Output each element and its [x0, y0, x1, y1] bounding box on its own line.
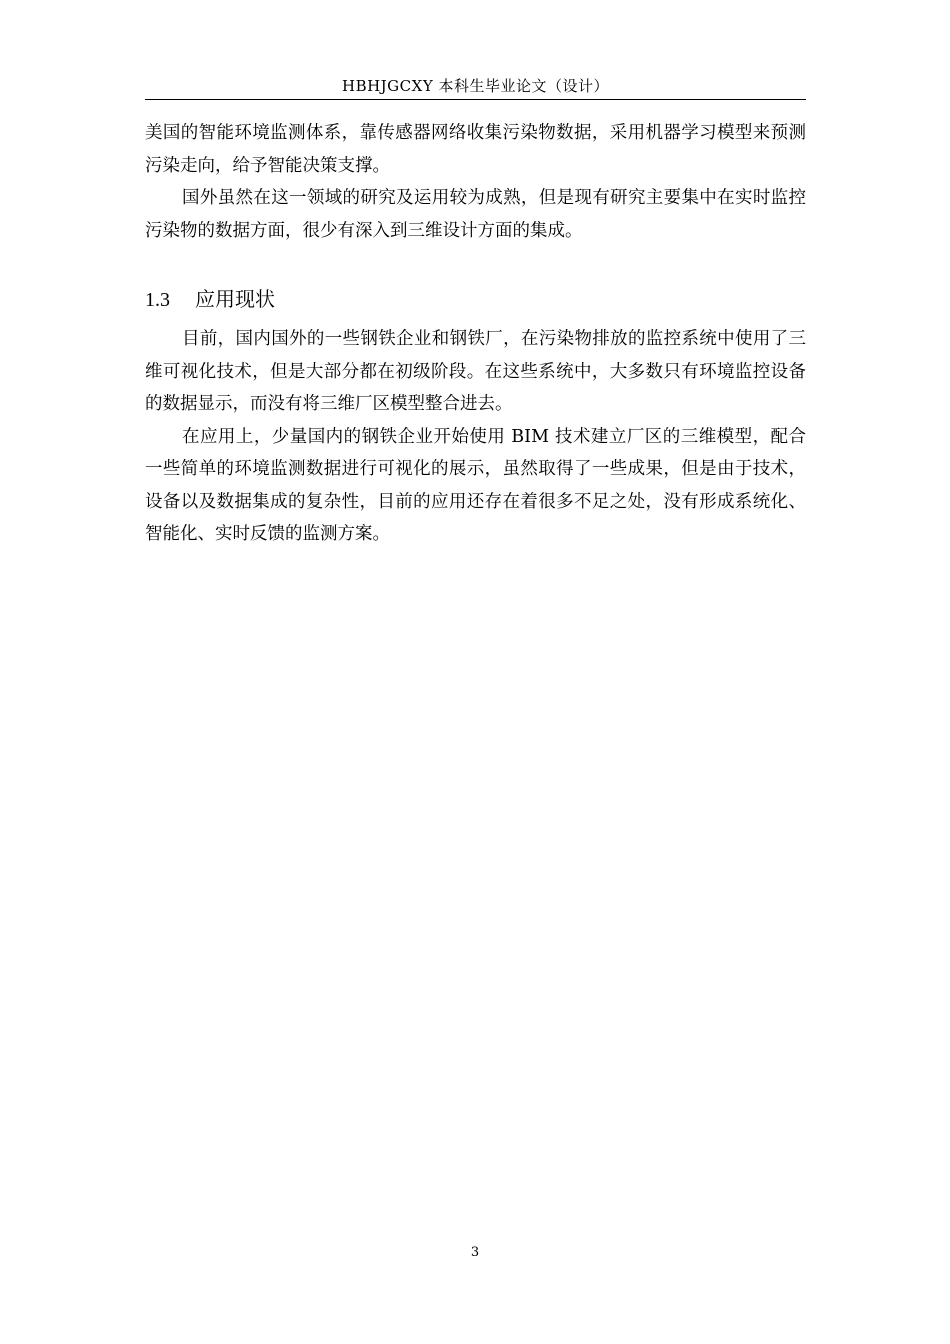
section-number: 1.3	[145, 289, 170, 311]
paragraph-4: 在应用上，少量国内的钢铁企业开始使用 BIM 技术建立厂区的三维模型，配合一些简单的环境监测数据进行可视化的展示，虽然取得了一些成果，但是由于技术，设备以及数据集成的复杂性，目前的应用还存在着很多不足之处，没有形成系统化、智能化、实时反馈的监测方案。	[145, 426, 806, 544]
paragraph-1: 美国的智能环境监测体系，靠传感器网络收集污染物数据，采用机器学习模型来预测污染走向，给予智能决策支撑。	[145, 123, 806, 176]
section-heading	[145, 285, 275, 314]
paragraph-2: 国外虽然在这一领域的研究及运用较为成熟，但是现有研究主要集中在实时监控污染物的数据方面，很少有深入到三维设计方面的集成。	[145, 188, 806, 241]
page-number: 3	[470, 1245, 480, 1260]
section-title: 应用现状	[195, 287, 275, 311]
page-header: HBHJGCXY 本科生毕业论文（设计）	[341, 77, 609, 95]
paragraph-3: 目前，国内国外的一些钢铁企业和钢铁厂，在污染物排放的监控系统中使用了三维可视化技术，但是大部分都在初级阶段。在这些系统中，大多数只有环境监控设备的数据显示，而没有将三维厂区模型整合进去。	[145, 329, 806, 414]
header-divider	[145, 99, 806, 100]
body-text-block-2	[145, 323, 806, 551]
body-text-block-1	[145, 117, 806, 247]
